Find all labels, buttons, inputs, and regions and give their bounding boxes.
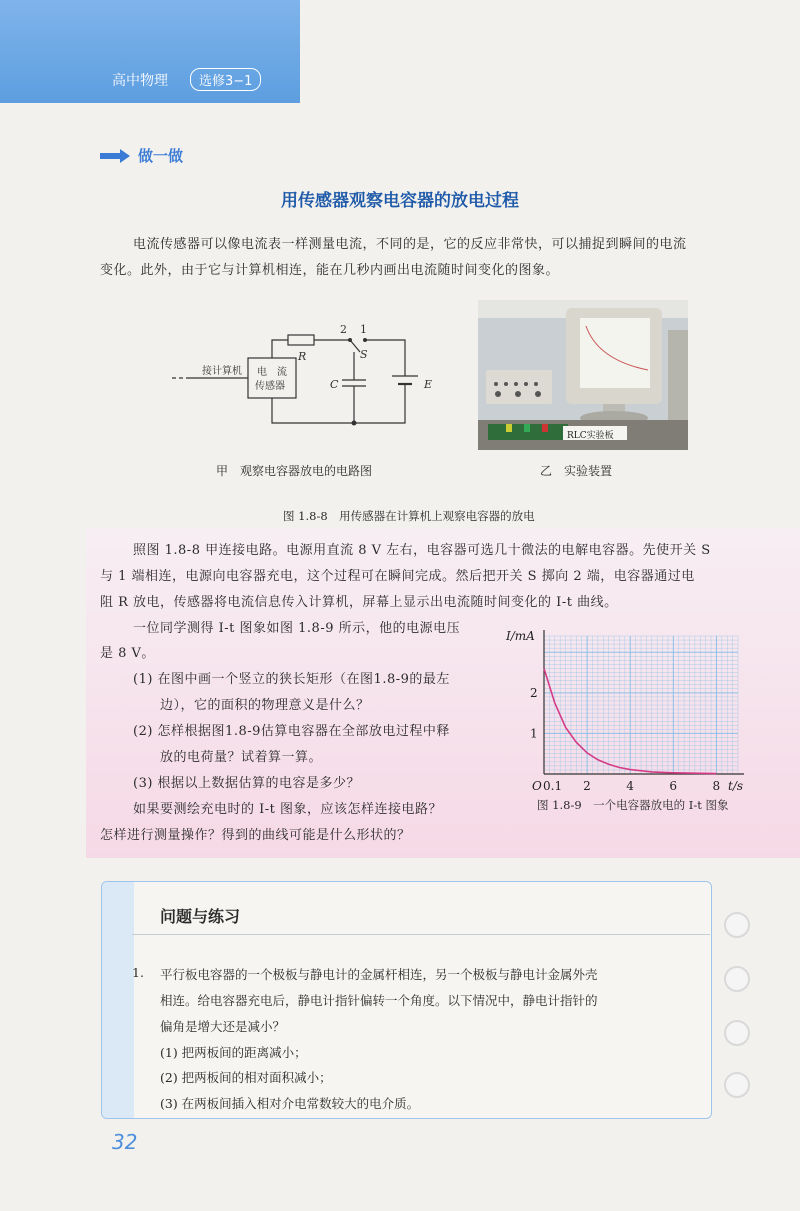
x-tick-label: 6 xyxy=(669,779,677,793)
problem-1-item-2: (2) 把两板间的相对面积减小； xyxy=(160,1070,332,1085)
volume-badge: 选修3−1 xyxy=(190,68,261,91)
binder-ring-4 xyxy=(724,1072,750,1098)
binder-ring-2 xyxy=(724,966,750,992)
problems-title: 问题与练习 xyxy=(160,907,241,926)
photo-label: RLC实验板 xyxy=(567,431,614,441)
switch-label: S xyxy=(360,348,368,361)
body-line-12: 怎样进行测量操作？得到的曲线可能是什么形状的？ xyxy=(100,828,411,843)
problems-box xyxy=(101,881,712,1119)
figure-1-8-8-caption: 图 1.8-8 用传感器在计算机上观察电容器的放电 xyxy=(283,509,535,523)
page-number: 32 xyxy=(112,1130,138,1154)
problems-sidebar xyxy=(102,882,134,1118)
chart-grid xyxy=(544,636,738,774)
body-line-4: 一位同学测得 I-t 图象如图 1.8-9 所示，他的电源电压 xyxy=(133,621,461,636)
caption-photo: 乙 实验装置 xyxy=(540,464,613,478)
x-axis-label: t/s xyxy=(728,779,744,793)
problem-1-item-1: (1) 把两板间的距离减小； xyxy=(160,1045,307,1060)
body-line-3: 阻 R 放电，传感器将电流信息传入计算机，屏幕上显示出电流随时间变化的 I-t 曲线。 xyxy=(100,595,618,610)
question-1-line-1: (1) 在图中画一个竖立的狭长矩形（在图1.8-9的最左 xyxy=(133,672,450,687)
binder-ring-3 xyxy=(724,1020,750,1046)
x-tick-label: 2 xyxy=(583,779,591,793)
body-line-11: 如果要测绘充电时的 I-t 图象，应该怎样连接电路？ xyxy=(133,802,443,817)
x-tick-label: 0.1 xyxy=(543,779,563,793)
body-line-5: 是 8 V。 xyxy=(100,646,155,661)
intro-line-1: 电流传感器可以像电流表一样测量电流，不同的是，它的反应非常快，可以捕捉到瞬间的电流 xyxy=(133,237,687,252)
question-2-line-2: 放的电荷量？试着算一算。 xyxy=(160,750,323,765)
circuit-diagram xyxy=(160,318,450,438)
battery-label: E xyxy=(424,378,433,391)
y-tick-label: 1 xyxy=(530,726,538,741)
problem-1-line-2: 相连。给电容器充电后，静电计指针偏转一个角度。以下情况中，静电计指针的 xyxy=(160,993,598,1008)
experiment-photo xyxy=(478,300,688,450)
question-3: (3) 根据以上数据估算的电容是多少？ xyxy=(133,776,361,791)
caption-circuit: 甲 观察电容器放电的电路图 xyxy=(216,464,373,478)
section-heading xyxy=(100,145,183,166)
intro-line-2: 变化。此外，由于它与计算机相连，能在几秒内画出电流随时间变化的图象。 xyxy=(100,263,560,278)
sensor-label-1: 电 流 xyxy=(257,367,287,378)
section-label: 做一做 xyxy=(138,147,184,165)
figure-1-8-9-caption: 图 1.8-9 一个电容器放电的 I-t 图象 xyxy=(537,798,729,812)
x-tick-label: 8 xyxy=(712,779,721,793)
resistor-label: R xyxy=(298,350,307,363)
problem-1-line-3: 偏角是增大还是减小？ xyxy=(160,1019,286,1034)
y-axis-label: I/mA xyxy=(506,629,535,643)
to-computer-label: 接计算机 xyxy=(202,366,242,377)
body-line-2: 与 1 端相连，电源向电容器充电，这个过程可在瞬间完成。然后把开关 S 掷向 2 端，电容器通过电 xyxy=(100,569,695,584)
problems-divider xyxy=(132,934,710,935)
sensor-label-2: 传感器 xyxy=(255,381,285,392)
body-line-1: 照图 1.8-8 甲连接电路。电源用直流 8 V 左右，电容器可选几十微法的电解电容器。先使开关 S xyxy=(133,543,711,558)
it-graph xyxy=(500,624,760,794)
x-tick-label: 4 xyxy=(626,779,634,793)
terminal-2: 2 xyxy=(340,323,347,336)
problem-1-item-3: (3) 在两板间插入相对介电常数较大的电介质。 xyxy=(160,1096,420,1111)
book-title: 高中物理 xyxy=(112,73,168,89)
problem-1-number: 1. xyxy=(132,965,144,980)
capacitor-label: C xyxy=(330,378,339,391)
question-1-line-2: 边），它的面积的物理意义是什么？ xyxy=(160,698,370,713)
binder-ring-1 xyxy=(724,912,750,938)
arrow-icon xyxy=(100,149,130,163)
problem-1-line-1: 平行板电容器的一个极板与静电计的金属杆相连，另一个极板与静电计金属外壳 xyxy=(160,967,598,982)
y-tick-label: 2 xyxy=(530,685,538,700)
activity-title: 用传感器观察电容器的放电过程 xyxy=(281,191,519,211)
origin-label: O xyxy=(532,779,542,793)
terminal-1: 1 xyxy=(360,323,367,336)
question-2-line-1: (2) 怎样根据图1.8-9估算电容器在全部放电过程中释 xyxy=(133,724,450,739)
